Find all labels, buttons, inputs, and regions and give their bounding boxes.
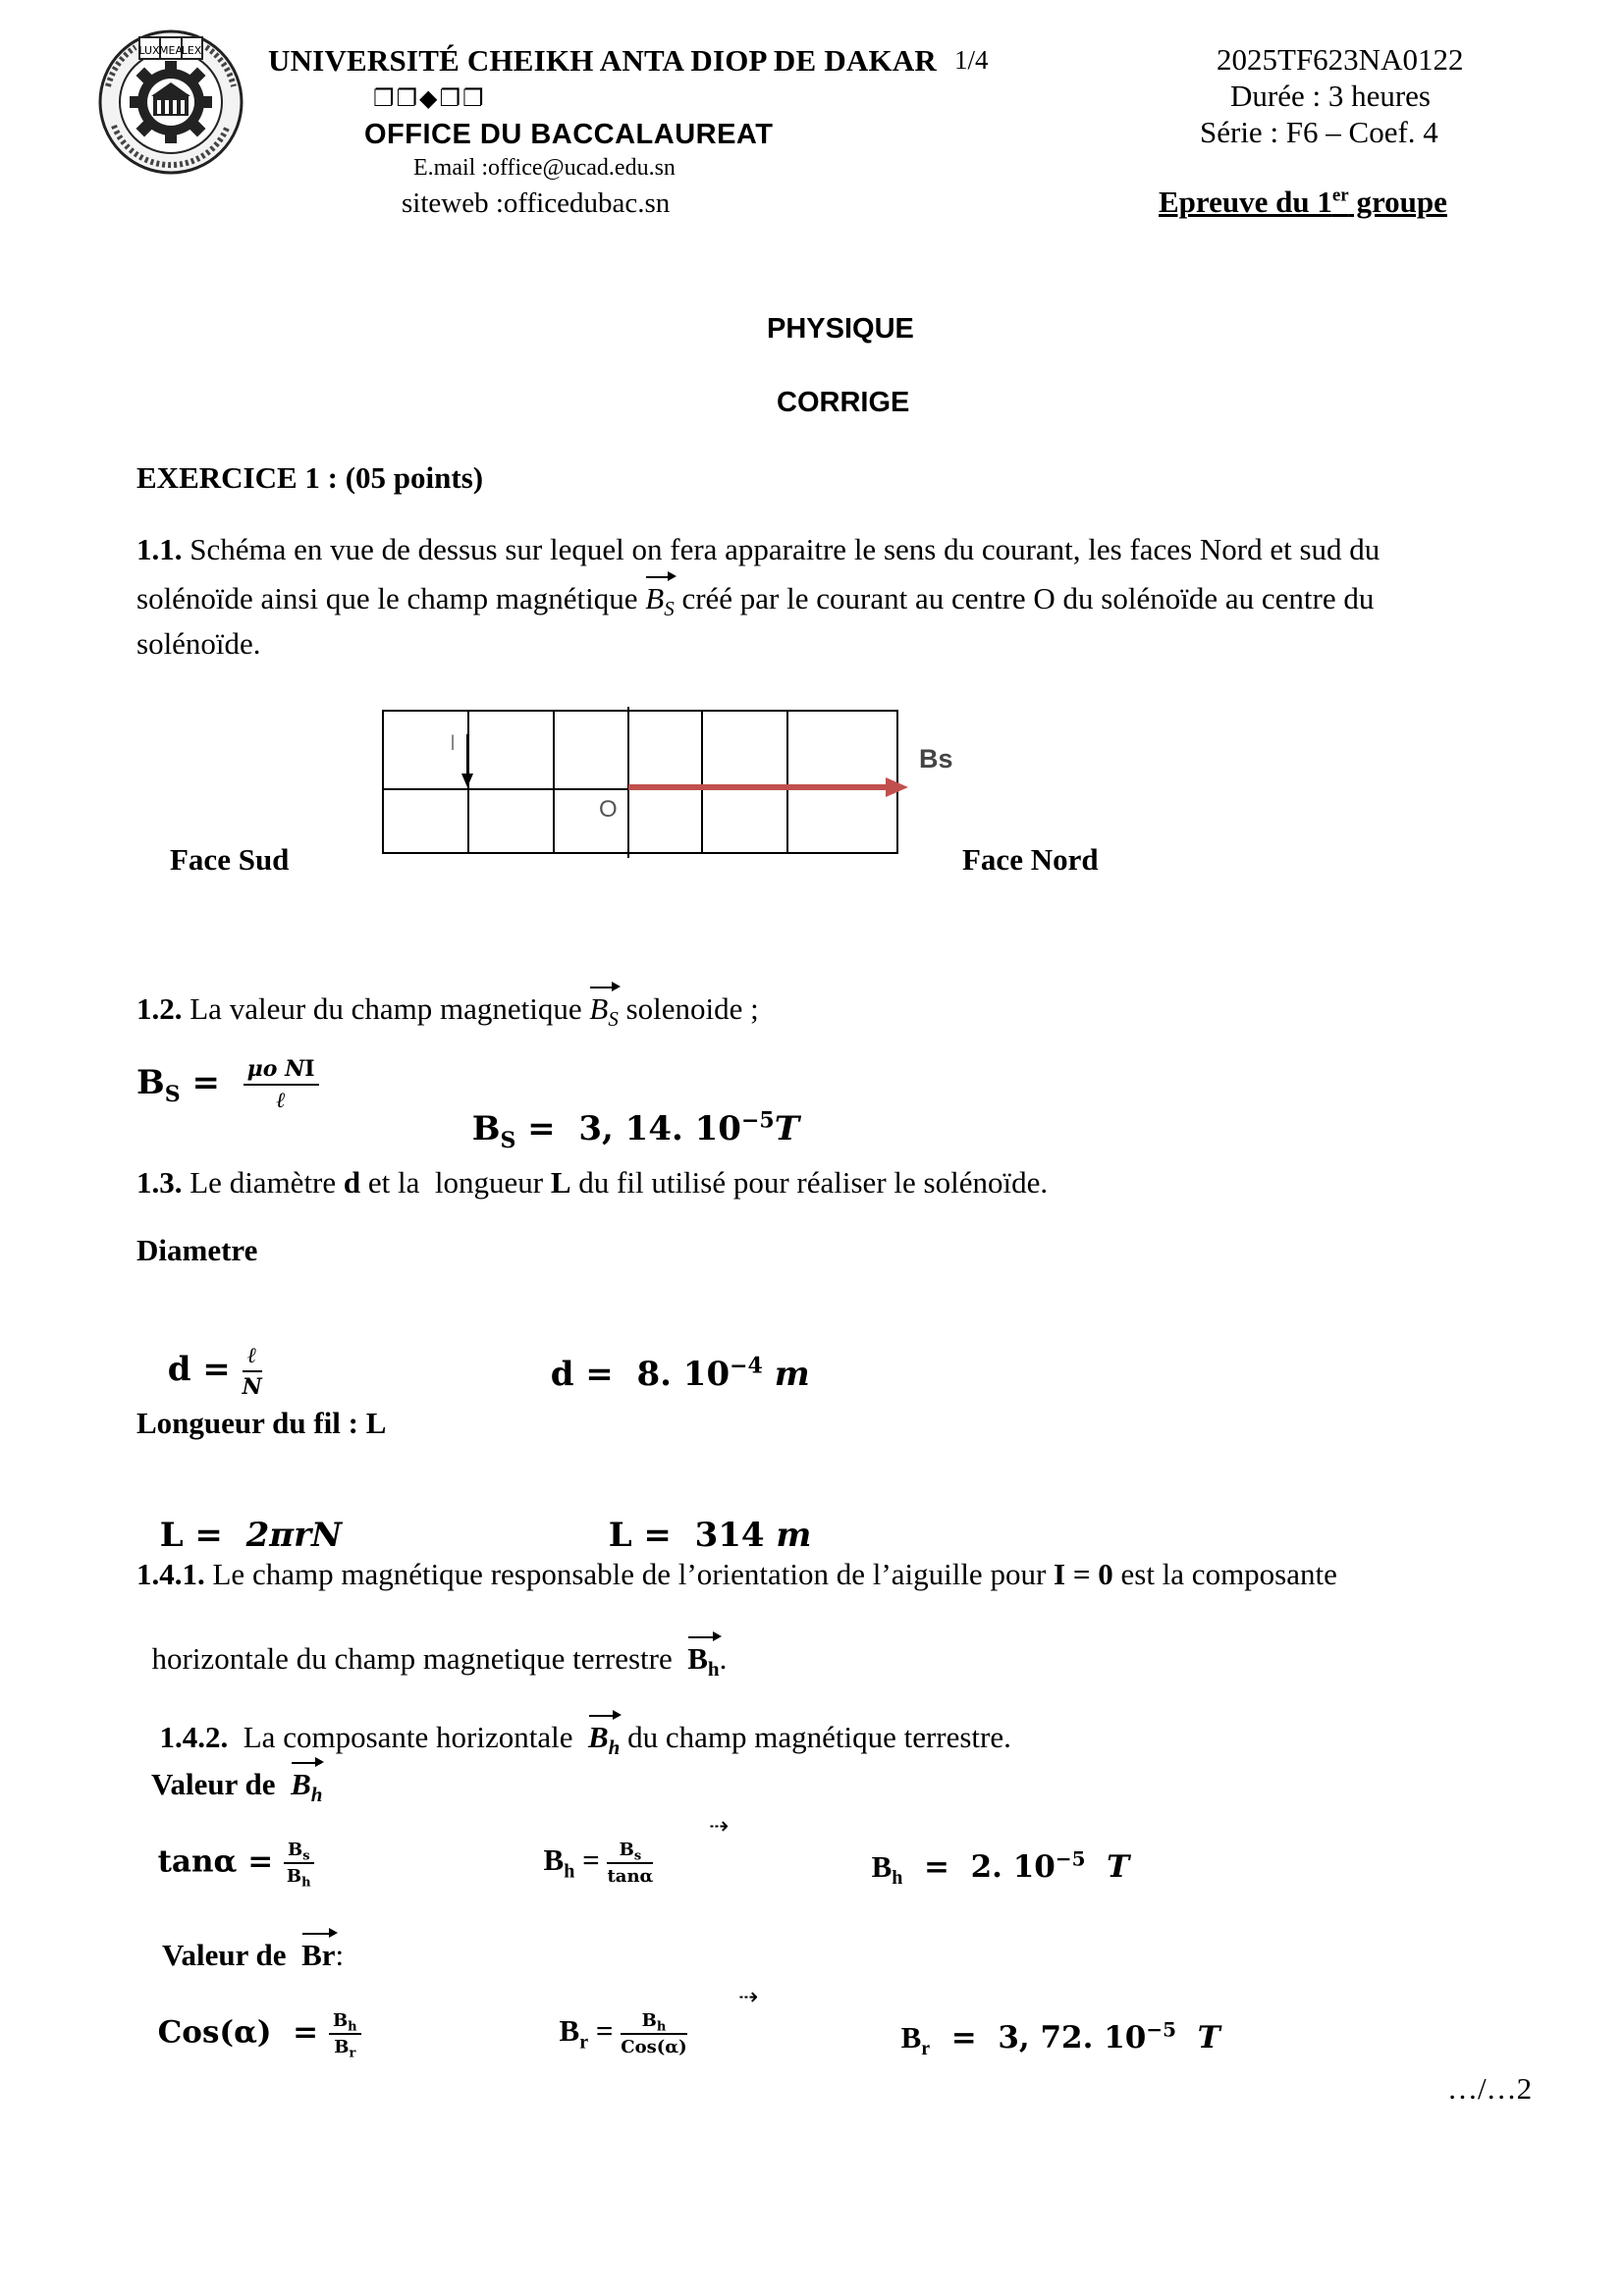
q13-text-c: du fil utilisé pour réaliser le solénoïde. — [570, 1165, 1049, 1200]
vector-bs-2 — [589, 991, 619, 1032]
current-label: I — [450, 730, 457, 755]
vector-bs-2-sub: S — [608, 1007, 619, 1032]
br-eq: = — [588, 2013, 622, 2049]
L-formula-expr: 2πrN — [245, 1516, 343, 1555]
bh-result-value: 2. 10 — [970, 1849, 1056, 1885]
q13-line — [136, 1165, 1048, 1201]
d-formula-fraction — [243, 1343, 262, 1400]
q141-line2 — [136, 1606, 728, 1682]
bs-formula-num: μo N — [246, 1056, 305, 1082]
d-result — [527, 1315, 810, 1394]
bs-formula-den: ℓ — [276, 1088, 286, 1113]
L-result-unit: m — [776, 1516, 812, 1555]
bs-result-sub: S — [500, 1127, 516, 1153]
br-result-eq: = — [930, 2020, 999, 2056]
br-result-sub: r — [921, 2038, 931, 2060]
logo-text-mea: MEA — [159, 44, 183, 57]
L-result-lhs: L — [608, 1516, 632, 1555]
L-formula — [136, 1476, 342, 1555]
office-website: siteweb :officedubac.sn — [402, 187, 671, 219]
q12-text: La valeur du champ magnetique — [182, 991, 590, 1026]
br-num-sub: h — [656, 2019, 667, 2035]
d-result-value: 8. 10 — [636, 1355, 731, 1394]
bs-result-unit: T — [774, 1109, 800, 1148]
subject-title: PHYSIQUE — [767, 313, 914, 345]
page-number: 1/4 — [954, 45, 989, 75]
field-label: Bs — [919, 744, 953, 774]
q12-line — [136, 991, 759, 1032]
bh-den: tanα — [607, 1866, 654, 1887]
tan-den: B — [286, 1866, 302, 1887]
bh-value-heading-text: Valeur de — [150, 1767, 292, 1801]
diameter-heading: Diametre — [136, 1233, 258, 1267]
L-result-value: 314 — [694, 1516, 765, 1555]
bh-result-unit: T — [1107, 1849, 1130, 1885]
d-result-lhs: d — [550, 1355, 574, 1394]
office-name: OFFICE DU BACCALAUREAT — [364, 119, 774, 150]
exercise-heading: EXERCICE 1 : (05 points) — [136, 460, 484, 495]
q11-line2 — [136, 581, 1375, 621]
q141-text-a: Le champ magnétique responsable de l’orientation de l’aiguille pour — [204, 1557, 1055, 1591]
bs-result-eq: = — [515, 1109, 579, 1148]
L-result — [585, 1476, 811, 1555]
br-formula — [544, 1975, 687, 2057]
page-continuation: …/…2 — [1447, 2071, 1533, 2106]
br-value-heading-text: Valeur de — [161, 1938, 302, 1972]
exam-code: 2025TF623NA0122 — [1217, 42, 1464, 77]
tan-den-sub: h — [301, 1875, 311, 1891]
university-logo — [96, 27, 245, 177]
br-lhs: B — [559, 2013, 580, 2049]
q13-text-b: et la longueur — [360, 1165, 551, 1200]
q141-condition: I = 0 — [1054, 1557, 1113, 1591]
solenoid-outline — [383, 711, 897, 853]
tan-fraction — [284, 1840, 314, 1891]
q141-text-b: est la composante — [1112, 1557, 1337, 1591]
bs-formula-lhs: B — [136, 1063, 165, 1102]
q13-d: d — [343, 1165, 361, 1200]
q141-number: 1.4.1. — [136, 1557, 205, 1591]
q142-number: 1.4.2. — [159, 1720, 229, 1754]
exam-group — [1159, 185, 1447, 220]
university-name: UNIVERSITÉ CHEIKH ANTA DIOP DE DAKAR — [268, 43, 937, 78]
tan-eq: = — [237, 1843, 284, 1880]
d-result-eq: = — [573, 1355, 637, 1394]
vector-bs-2-letter: B — [589, 991, 609, 1026]
university-seal-icon — [96, 27, 245, 177]
bs-formula-fraction — [244, 1056, 319, 1113]
L-result-eq: = — [631, 1516, 695, 1555]
d-result-exp: −4 — [730, 1353, 763, 1379]
arrow-icon: ⇢ — [709, 1812, 730, 1840]
bh-eq: = — [574, 1842, 608, 1878]
vector-bs — [645, 581, 675, 621]
vector-bs-letter: B — [645, 581, 665, 615]
q11-line3: solénoïde. — [136, 626, 261, 661]
br-result-exp: −5 — [1146, 2017, 1177, 2042]
header-decor: ❐❐◆❐❐ — [373, 84, 486, 112]
vector-bh-letter: B — [687, 1641, 708, 1676]
cos-lhs: Cos(α) — [157, 2014, 272, 2051]
center-label: O — [599, 796, 618, 823]
bh-lhs: B — [543, 1842, 565, 1878]
bh-result-eq: = — [902, 1849, 971, 1885]
br-result-lhs: B — [900, 2020, 922, 2055]
bh-fraction — [607, 1840, 653, 1887]
br-colon: : — [335, 1938, 345, 1972]
bh-result — [850, 1814, 1130, 1890]
exam-duration: Durée : 3 heures — [1230, 79, 1431, 113]
br-result — [880, 1985, 1220, 2060]
q11-number: 1.1. — [136, 532, 183, 566]
vector-bh-3-letter: B — [291, 1767, 311, 1801]
arrow-icon-2: ⇢ — [738, 1983, 759, 2010]
bs-formula-lhs-sub: S — [164, 1081, 181, 1107]
face-nord-label: Face Nord — [962, 842, 1099, 877]
q13-text-a: Le diamètre — [182, 1165, 344, 1200]
vector-bh-2 — [587, 1720, 621, 1760]
cos-eq: = — [271, 2014, 329, 2051]
bs-formula-eq: = — [180, 1063, 232, 1102]
vector-br: Br — [301, 1938, 336, 1972]
L-formula-eq: = — [183, 1516, 246, 1555]
exam-group-main: Epreuve du 1 — [1159, 185, 1332, 219]
cos-den: B — [334, 2037, 350, 2057]
q13-number: 1.3. — [136, 1165, 183, 1200]
L-formula-lhs: L — [159, 1516, 184, 1555]
br-den: Cos(α) — [621, 2037, 687, 2057]
solenoid-diagram — [373, 703, 1001, 860]
bh-num: B — [619, 1840, 634, 1860]
tan-lhs: tanα — [157, 1843, 238, 1880]
bs-formula-num-tail: I — [304, 1056, 315, 1082]
length-heading: Longueur du fil : L — [136, 1406, 387, 1440]
tan-num: B — [287, 1840, 303, 1860]
cos-num: B — [332, 2010, 349, 2031]
tan-num-sub: s — [302, 1848, 310, 1864]
d-result-unit: m — [774, 1355, 810, 1394]
logo-text-lux: LUX — [138, 44, 160, 57]
office-email: E.mail :office@ucad.edu.sn — [413, 155, 676, 181]
d-formula-den: N — [242, 1374, 262, 1400]
bh-result-sub: h — [892, 1867, 903, 1890]
vector-bh-3-sub: h — [310, 1783, 323, 1807]
bs-result-value: 3, 14. 10 — [578, 1109, 741, 1148]
br-lhs-sub: r — [579, 2031, 589, 2054]
d-formula-eq: = — [190, 1350, 243, 1389]
cos-den-sub: r — [349, 2046, 356, 2061]
current-arrowhead — [461, 774, 473, 787]
d-formula-num: ℓ — [243, 1343, 262, 1372]
bs-formula — [136, 1056, 319, 1113]
cos-num-sub: h — [348, 2019, 357, 2035]
vector-bh-sub: h — [707, 1657, 720, 1682]
document-type: CORRIGE — [777, 387, 910, 418]
tan-formula — [136, 1804, 314, 1891]
cos-fraction — [329, 2010, 361, 2061]
bs-result-lhs: B — [471, 1109, 501, 1148]
face-sud-label: Face Sud — [170, 842, 290, 877]
q141-line1 — [136, 1557, 1337, 1592]
q11-text-b: solénoïde ainsi que le champ magnétique — [136, 581, 646, 615]
q12-text-tail: solenoide ; — [618, 991, 759, 1026]
exam-group-tail: groupe — [1348, 185, 1447, 219]
q11-text-a: Schéma en vue de dessus sur lequel on fera apparaitre le sens du courant, les faces Nord et sud du — [182, 532, 1380, 566]
q13-L: L — [550, 1165, 571, 1200]
exam-group-sup: er — [1331, 185, 1349, 206]
cos-formula — [136, 1975, 361, 2061]
q142-text-tail: du champ magnétique terrestre. — [620, 1720, 1011, 1754]
vector-bh-2-sub: h — [608, 1735, 621, 1760]
q141-text-c: horizontale du champ magnetique terrestre — [151, 1641, 688, 1676]
q11-text-c: créé par le courant au centre O du solénoïde au centre du — [674, 581, 1375, 615]
br-result-unit: T — [1197, 2020, 1220, 2056]
solenoid-diagram-svg — [373, 703, 1001, 860]
br-num: B — [641, 2010, 657, 2031]
bs-result — [449, 1070, 800, 1153]
logo-text-lex: LEX — [181, 44, 202, 57]
q141-dot: . — [719, 1641, 728, 1676]
vector-bs-sub: S — [664, 597, 675, 621]
vector-bh — [687, 1641, 720, 1682]
bh-result-exp: −5 — [1055, 1846, 1086, 1871]
bh-lhs-sub: h — [564, 1860, 575, 1883]
bh-result-lhs: B — [871, 1849, 893, 1884]
q12-number: 1.2. — [136, 991, 183, 1026]
bh-formula — [528, 1804, 653, 1887]
bs-result-exp: −5 — [740, 1107, 775, 1134]
d-formula — [144, 1304, 262, 1400]
q142-text: La composante horizontale — [228, 1720, 588, 1754]
vector-bh-3 — [291, 1767, 323, 1807]
q11-line1 — [136, 532, 1380, 567]
exam-series: Série : F6 – Coef. 4 — [1200, 115, 1438, 149]
br-fraction — [621, 2010, 686, 2057]
br-result-value: 3, 72. 10 — [998, 2020, 1147, 2056]
vector-bh-2-letter: B — [587, 1720, 609, 1754]
d-formula-lhs: d — [167, 1350, 191, 1389]
bh-value-heading — [136, 1732, 323, 1807]
bh-num-sub: s — [633, 1848, 642, 1864]
br-value-heading — [147, 1902, 344, 1973]
